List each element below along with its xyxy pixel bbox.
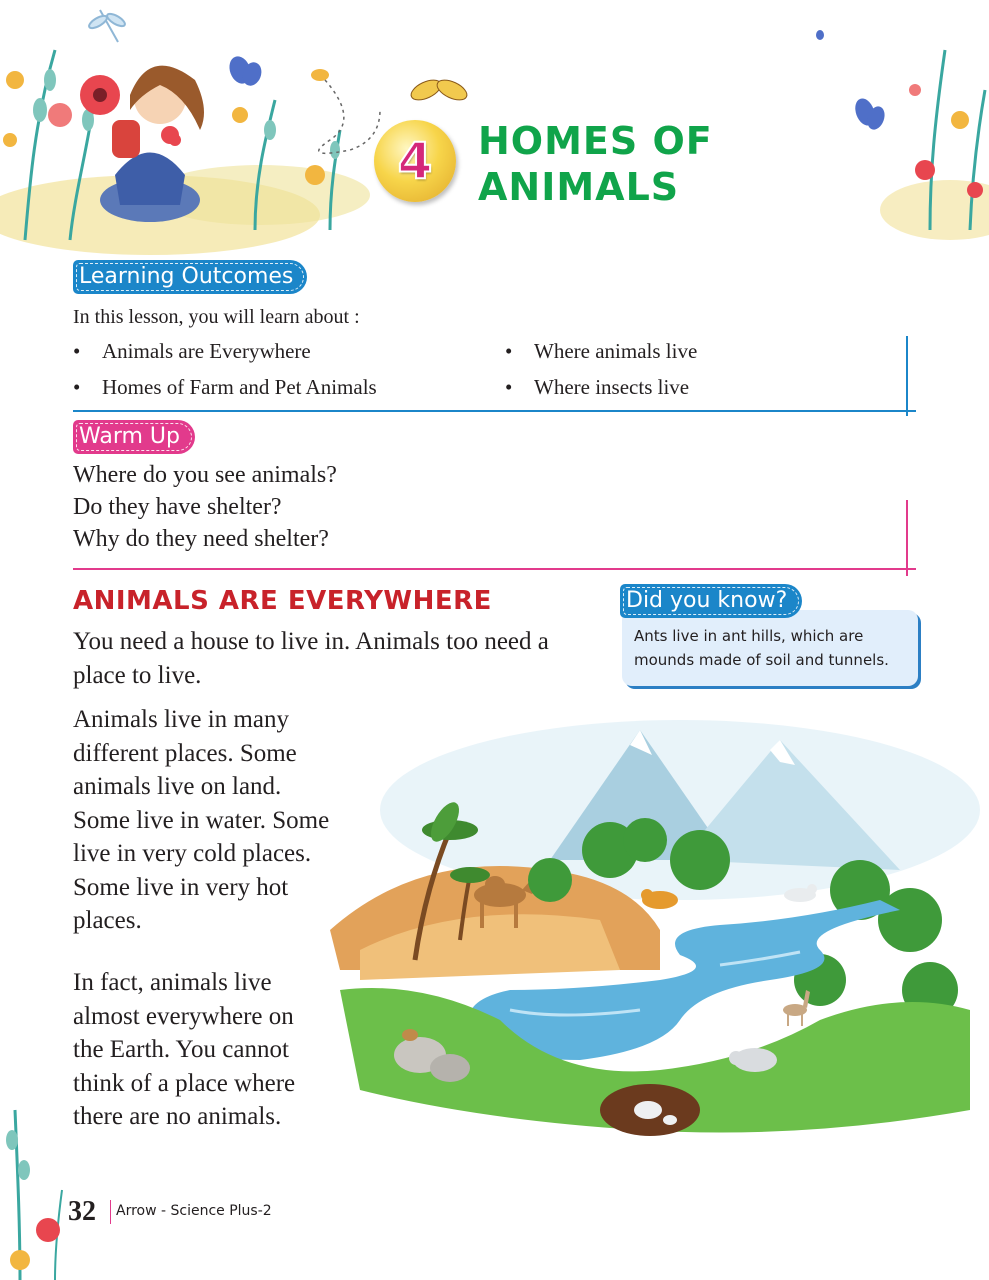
warm-up-question-2: Do they have shelter? (73, 494, 282, 520)
chapter-title-line2: ANIMALS (478, 165, 680, 209)
chapter-title-line1: HOMES OF (478, 119, 713, 163)
learning-outcomes-intro: In this lesson, you will learn about : (73, 306, 360, 328)
warm-up-label: Warm Up (73, 420, 195, 454)
bee-icon (311, 69, 380, 153)
learning-outcomes-divider (73, 410, 916, 412)
learning-outcomes-vline (906, 336, 908, 416)
did-you-know-text: Ants live in ant hills, which are mounds made of soil and tunnels. (634, 627, 889, 669)
chapter-number-badge (374, 120, 456, 202)
chapter-title (478, 118, 798, 210)
habitats-landscape-illustration (300, 690, 980, 1150)
book-title: Arrow - Science Plus-2 (116, 1203, 272, 1219)
warm-up-vline (906, 500, 908, 576)
page-number: 32 (68, 1196, 96, 1227)
warm-up-question-1: Where do you see animals? (73, 462, 337, 488)
yellow-butterfly-icon (408, 76, 470, 104)
warm-up-question-3: Why do they need shelter? (73, 526, 329, 552)
deer-icon (783, 990, 810, 1026)
footer-separator (110, 1200, 111, 1224)
footer-flowers-icon (0, 1100, 80, 1280)
did-you-know-label: Did you know? (620, 584, 802, 618)
did-you-know-box (622, 610, 918, 686)
learning-outcomes-label: Learning Outcomes (73, 260, 307, 294)
chapter-number: 4 (397, 132, 433, 190)
paragraph-2: Animals live in many different places. Some animals live on land. Some live in water. Some live in very cold places. Some live in very hot places. (73, 706, 330, 934)
section-heading: ANIMALS ARE EVERYWHERE (73, 586, 492, 616)
burrow-icon (600, 1084, 700, 1136)
warm-up-divider (73, 568, 916, 570)
flowers-right-icon (880, 50, 989, 240)
dragonfly-icon (87, 10, 126, 42)
paragraph-3: In fact, animals live almost everywhere on the Earth. You cannot think of a place where there are no animals. (73, 969, 296, 1130)
paragraph-1: You need a house to live in. Animals too need a place to live. (73, 628, 549, 689)
